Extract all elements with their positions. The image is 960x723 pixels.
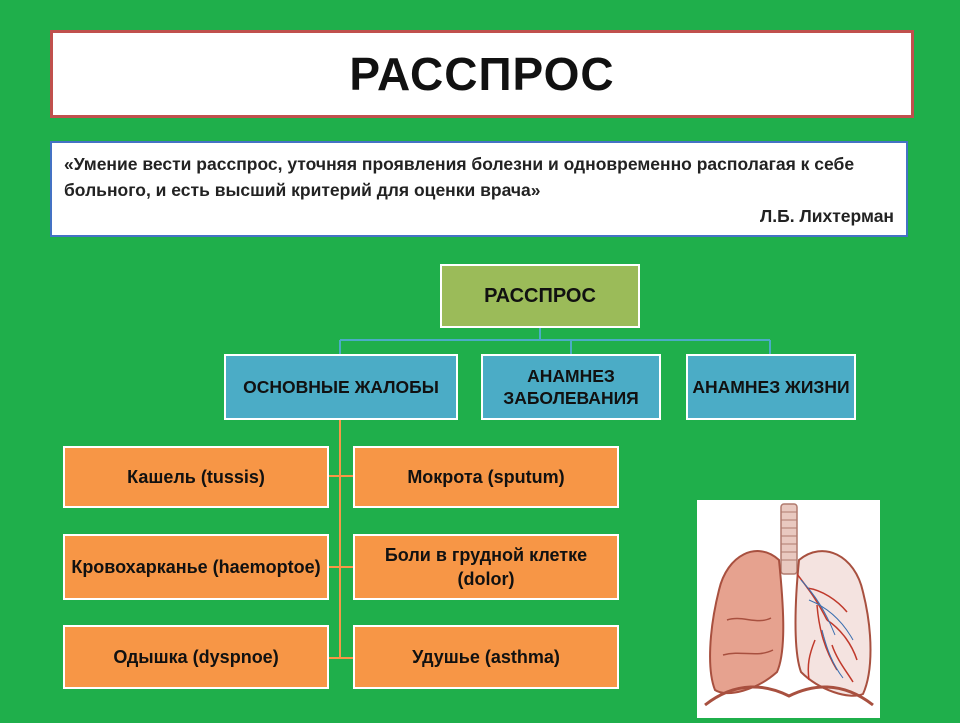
lungs-illustration: [697, 500, 880, 718]
lungs-icon: [697, 500, 880, 718]
symptom-sputum: Мокрота (sputum): [353, 446, 619, 508]
title-box: [50, 30, 914, 118]
symptom-haemoptoe: Кровохарканье (haemoptoe): [63, 534, 329, 600]
quote-box: [50, 141, 908, 237]
symptom-chest-pain: Боли в грудной клетке (dolor): [353, 534, 619, 600]
quote-text: «Умение вести расспрос, уточняя проявления болезни и одновременно располагая к себе больного, и есть высший критерий для оценки врача»: [64, 154, 855, 200]
symptom-asthma: Удушье (asthma): [353, 625, 619, 689]
quote-author: Л.Б. Лихтерман: [760, 206, 894, 226]
page-title: РАССПРОС: [349, 48, 615, 100]
category-disease-history: АНАМНЕЗ ЗАБОЛЕВАНИЯ: [481, 354, 661, 420]
symptom-dyspnoe: Одышка (dyspnoe): [63, 625, 329, 689]
category-life-history: АНАМНЕЗ ЖИЗНИ: [686, 354, 856, 420]
root-node: РАССПРОС: [440, 264, 640, 328]
category-main-complaints: ОСНОВНЫЕ ЖАЛОБЫ: [224, 354, 458, 420]
symptom-cough: Кашель (tussis): [63, 446, 329, 508]
